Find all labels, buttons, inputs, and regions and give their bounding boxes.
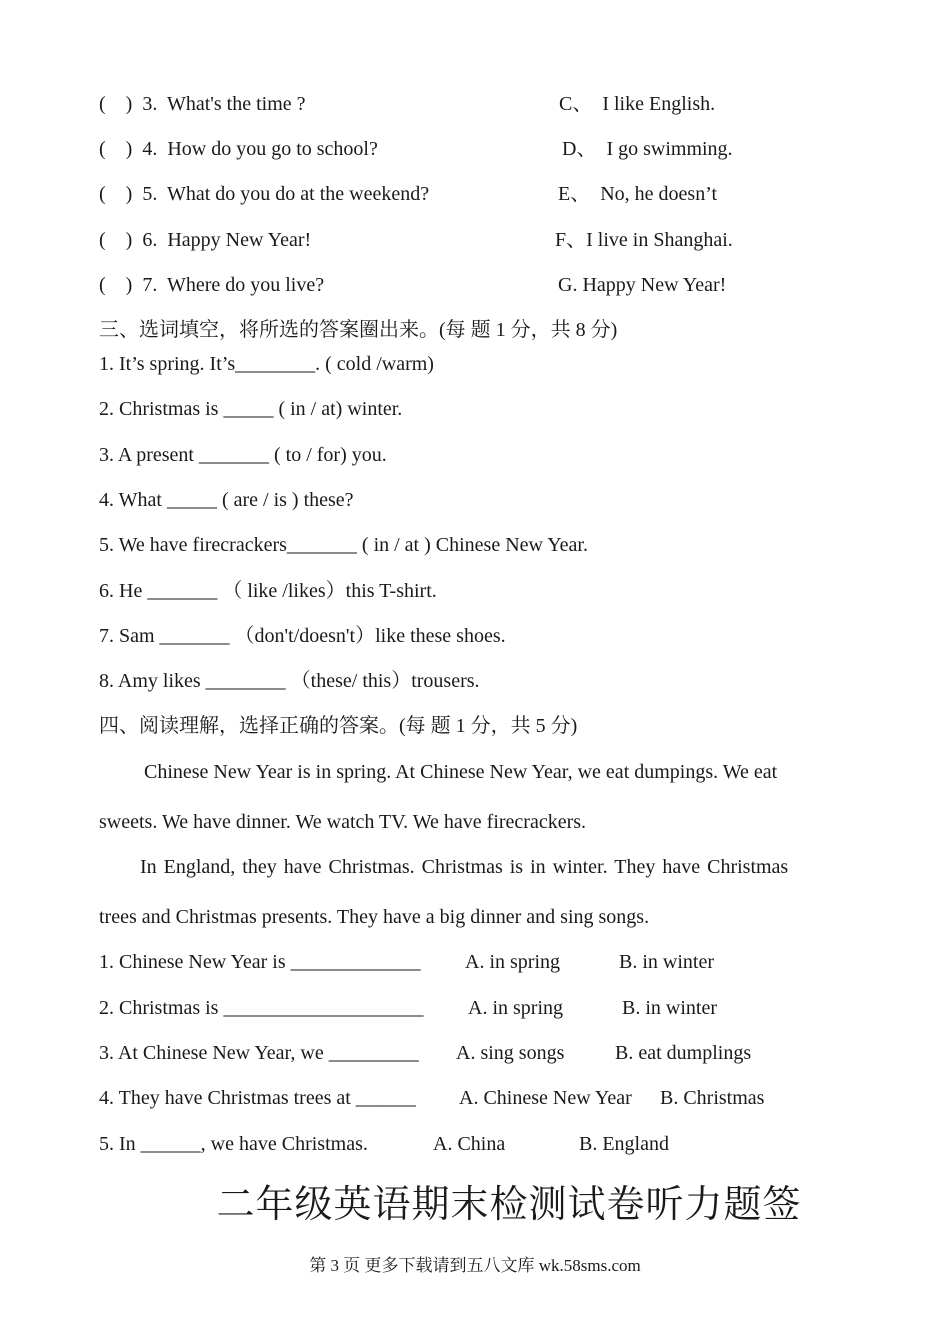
matching-question-5: ( ) 5. What do you do at the weekend? [99,183,430,205]
reading-question-4: 4. They have Christmas trees at ______ [99,1087,416,1109]
reading-question-2-option-b: B. in winter [622,997,717,1019]
matching-question-4: ( ) 4. How do you go to school? [99,138,378,160]
reading-question-5: 5. In ______, we have Christmas. [99,1133,368,1155]
reading-question-3: 3. At Chinese New Year, we _________ [99,1042,419,1064]
matching-answer-c: C、 I like English. [559,93,716,115]
section4-heading: 四、阅读理解，选择正确的答案。(每 题 1 分，共 5 分) [99,715,578,737]
fill-item-2: 2. Christmas is _____ ( in / at) winter. [99,398,403,420]
fill-item-4: 4. What _____ ( are / is ) these? [99,489,354,511]
fill-item-3: 3. A present _______ ( to / for) you. [99,444,387,466]
reading-question-4-option-b: B. Christmas [660,1087,765,1109]
reading-question-2: 2. Christmas is ____________________ [99,997,424,1019]
reading-question-4-option-a: A. Chinese New Year [459,1087,632,1109]
page-footer: 第 3 页 更多下载请到五八文库 wk.58sms.com [309,1256,641,1275]
matching-answer-g: G. Happy New Year! [558,274,727,296]
matching-question-3: ( ) 3. What's the time ? [99,93,306,115]
matching-answer-f: F、I live in Shanghai. [555,229,733,251]
reading-paragraph-2-line-2: trees and Christmas presents. They have a big dinner and sing songs. [99,906,650,928]
section3-heading: 三、选词填空，将所选的答案圈出来。(每 题 1 分，共 8 分) [99,319,618,341]
fill-item-7: 7. Sam _______ （don't/doesn't）like these shoes. [99,625,506,647]
fill-item-1: 1. It’s spring. It’s________. ( cold /warm) [99,353,434,375]
fill-item-5: 5. We have firecrackers_______ ( in / at ) Chinese New Year. [99,534,588,556]
matching-question-7: ( ) 7. Where do you live? [99,274,325,296]
reading-question-1: 1. Chinese New Year is _____________ [99,951,421,973]
fill-item-6: 6. He _______ （ like /likes）this T-shirt. [99,580,437,602]
matching-answer-e: E、 No, he doesn’t [558,183,718,205]
reading-question-3-option-a: A. sing songs [456,1042,565,1064]
reading-paragraph-1-line-1: Chinese New Year is in spring. At Chinese New Year, we eat dumpings. We eat [144,761,778,783]
reading-paragraph-2-line-1: In England, they have Christmas. Christmas is in winter. They have Christmas [140,856,789,878]
listening-title: 二年级英语期末检测试卷听力题签 [216,1184,802,1226]
fill-item-8: 8. Amy likes ________ （these/ this）trousers. [99,670,480,692]
matching-question-6: ( ) 6. Happy New Year! [99,229,312,251]
matching-answer-d: D、 I go swimming. [562,138,733,160]
reading-question-5-option-a: A. China [433,1133,506,1155]
reading-question-5-option-b: B. England [579,1133,669,1155]
reading-question-1-option-a: A. in spring [465,951,560,973]
reading-paragraph-1-line-2: sweets. We have dinner. We watch TV. We have firecrackers. [99,811,587,833]
reading-question-3-option-b: B. eat dumplings [615,1042,752,1064]
reading-question-2-option-a: A. in spring [468,997,563,1019]
reading-question-1-option-b: B. in winter [619,951,714,973]
